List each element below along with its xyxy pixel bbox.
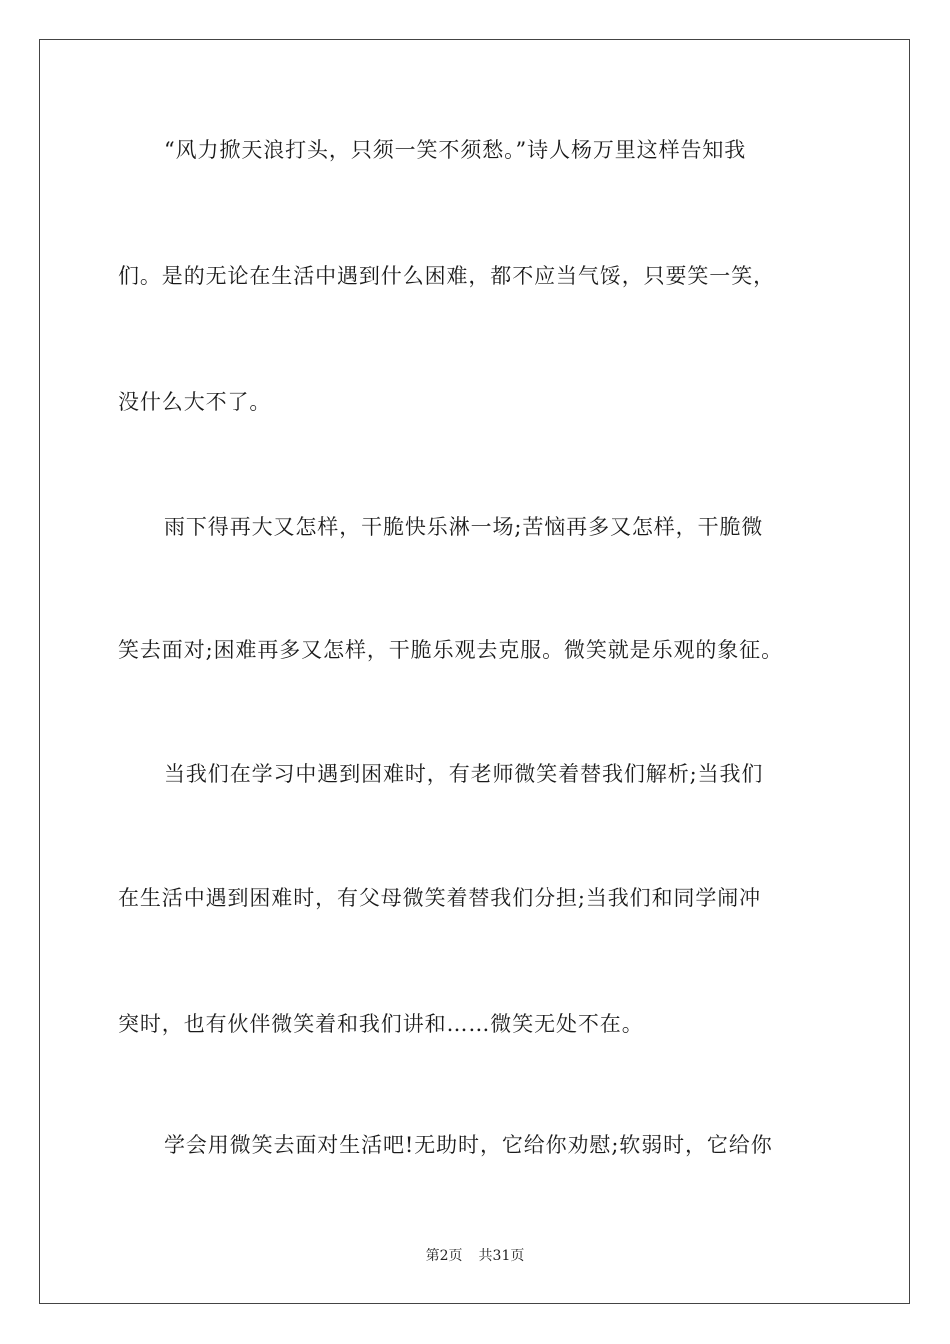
paragraph-1-line-2: 们。是的无论在生活中遇到什么困难，都不应当气馁，只要笑一笑，	[118, 264, 775, 288]
paragraph-1-line-3: 没什么大不了。	[118, 390, 272, 414]
page-number: 第2页	[425, 1248, 463, 1264]
paragraph-2-line-2: 笑去面对;困难再多又怎样，干脆乐观去克服。微笑就是乐观的象征。	[118, 638, 783, 662]
page-footer	[0, 1247, 950, 1265]
paragraph-3-line-1: 当我们在学习中遇到困难时，有老师微笑着替我们解析;当我们	[164, 762, 764, 786]
paragraph-3-line-3: 突时，也有伙伴微笑着和我们讲和……微笑无处不在。	[118, 1012, 644, 1036]
paragraph-4-line-1: 学会用微笑去面对生活吧!无助时，它给你劝慰;软弱时，它给你	[164, 1133, 773, 1157]
paragraph-2-line-1: 雨下得再大又怎样，干脆快乐淋一场;苦恼再多又怎样，干脆微	[164, 515, 764, 539]
page-total: 共31页	[478, 1248, 525, 1264]
page-frame	[39, 39, 910, 1304]
paragraph-1-line-1: “风力掀天浪打头，只须一笑不须愁。”诗人杨万里这样告知我	[164, 138, 747, 162]
paragraph-3-line-2: 在生活中遇到困难时，有父母微笑着替我们分担;当我们和同学闹冲	[118, 886, 762, 910]
